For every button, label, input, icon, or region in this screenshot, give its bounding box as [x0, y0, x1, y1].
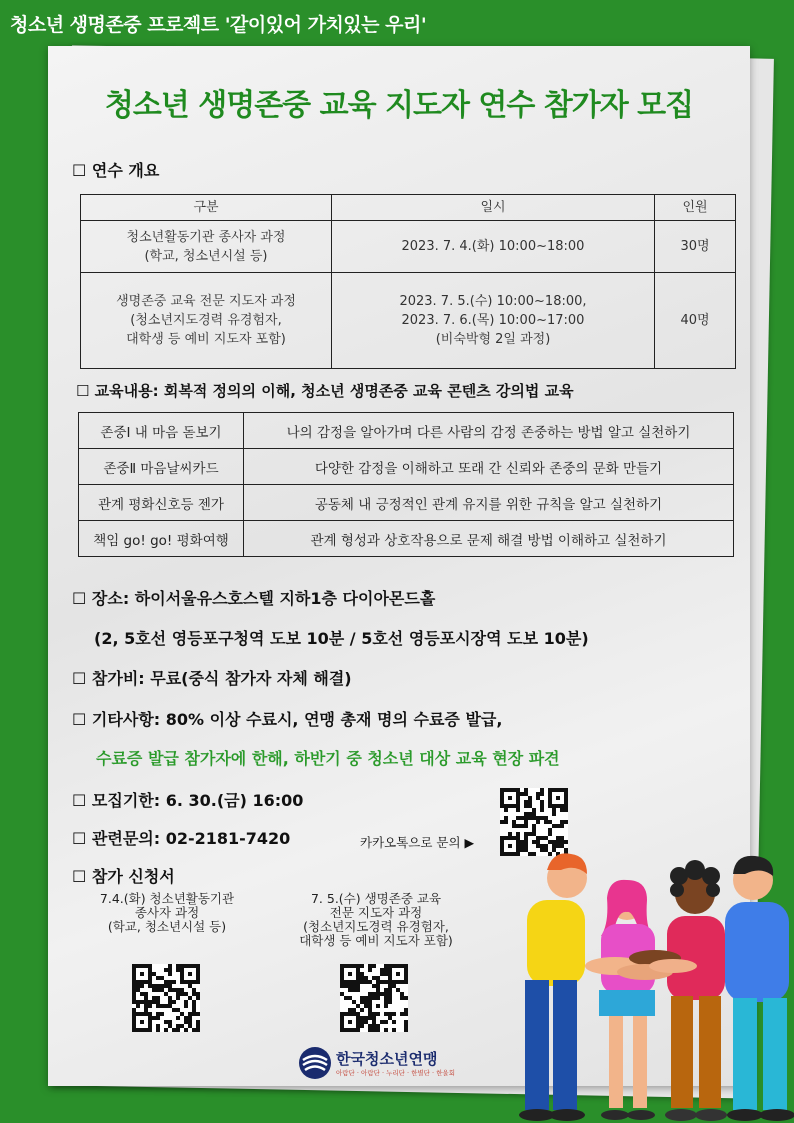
table-row	[79, 521, 734, 557]
apply-col-2: 7. 5.(수) 생명존중 교육 전문 지도자 과정 (청소년지도경력 유경험자, 대학생 등 예비 지도자 포함)	[299, 891, 453, 948]
federation-sub: 아람단 · 아람단 · 누리단 · 한별단 · 한울회	[336, 1069, 455, 1077]
headline: 청소년 생명존중 교육 지도자 연수 참가자 모집	[104, 88, 694, 123]
deadline-label: ☐ 모집기한: 6. 30.(금) 16:00	[72, 791, 304, 810]
col-header-count: 인원	[655, 195, 736, 221]
topic-cell: 관계 평화신호등 젠가	[79, 485, 244, 521]
banner-title: 청소년 생명존중 프로젝트 '같이있어 가치있는 우리'	[10, 14, 427, 36]
desc-cell: 다양한 감정을 이해하고 또래 간 신뢰와 존중의 문화 만들기	[244, 449, 734, 485]
content-table	[78, 412, 734, 557]
topic-cell: 존중Ⅰ 내 마음 돋보기	[79, 413, 244, 449]
apply-qr-code-1[interactable]	[132, 964, 200, 1032]
date-cell: 2023. 7. 5.(수) 10:00~18:00, 2023. 7. 6.(목) 10:00~17:00 (비숙박형 2일 과정)	[332, 273, 655, 369]
type-cell: 생명존중 교육 전문 지도자 과정 (청소년지도경력 유경험자, 대학생 등 예비 지도자 포함)	[81, 273, 332, 369]
etc-note: 수료증 발급 참가자에 한해, 하반기 중 청소년 대상 교육 현장 파견	[96, 749, 560, 768]
col-header-date: 일시	[332, 195, 655, 221]
kakao-label: 카카오톡으로 문의 ▶	[360, 835, 475, 850]
apply-col-1: 7.4.(화) 청소년활동기관 종사자 과정 (학교, 청소년시설 등)	[99, 891, 235, 934]
place-label: ☐ 장소: 하이서울유스호스텔 지하1층 다이아몬드홀	[72, 589, 436, 608]
federation-emblem-icon	[298, 1046, 332, 1080]
col-header-type: 구분	[81, 195, 332, 221]
contact-label: ☐ 관련문의: 02-2181-7420	[72, 829, 291, 848]
count-cell: 30명	[655, 221, 736, 273]
table-row	[81, 221, 736, 273]
apply-heading: ☐ 참가 신청서	[72, 867, 175, 886]
topic-cell: 책임 go! go! 평화여행	[79, 521, 244, 557]
type-cell: 청소년활동기관 종사자 과정 (학교, 청소년시설 등)	[81, 221, 332, 273]
etc-label: ☐ 기타사항: 80% 이상 수료시, 연맹 총재 명의 수료증 발급,	[72, 710, 503, 729]
apply-qr-code-2[interactable]	[340, 964, 408, 1032]
place-access: (2, 5호선 영등포구청역 도보 10분 / 5호선 영등포시장역 도보 10분)	[94, 629, 589, 648]
table-row	[79, 485, 734, 521]
federation-logo	[298, 1046, 455, 1084]
content-heading: ☐ 교육내용: 회복적 정의의 이해, 청소년 생명존중 교육 콘텐츠 강의법 교육	[76, 382, 574, 400]
table-row	[79, 413, 734, 449]
table-row	[79, 449, 734, 485]
overview-heading: ☐ 연수 개요	[72, 161, 160, 180]
desc-cell: 나의 감정을 알아가며 다른 사람의 감정 존중하는 방법 알고 실천하기	[244, 413, 734, 449]
date-cell: 2023. 7. 4.(화) 10:00~18:00	[332, 221, 655, 273]
desc-cell: 관계 형성과 상호작용으로 문제 해결 방법 이해하고 실천하기	[244, 521, 734, 557]
count-cell: 40명	[655, 273, 736, 369]
fee-label: ☐ 참가비: 무료(중식 참가자 자체 해결)	[72, 669, 352, 688]
topic-cell: 존중Ⅱ 마음날씨카드	[79, 449, 244, 485]
overview-table	[80, 194, 736, 369]
federation-name: 한국청소년연맹	[336, 1050, 438, 1068]
table-row	[81, 273, 736, 369]
desc-cell: 공동체 내 긍정적인 관계 유지를 위한 규칙을 알고 실천하기	[244, 485, 734, 521]
people-illustration	[505, 840, 794, 1123]
